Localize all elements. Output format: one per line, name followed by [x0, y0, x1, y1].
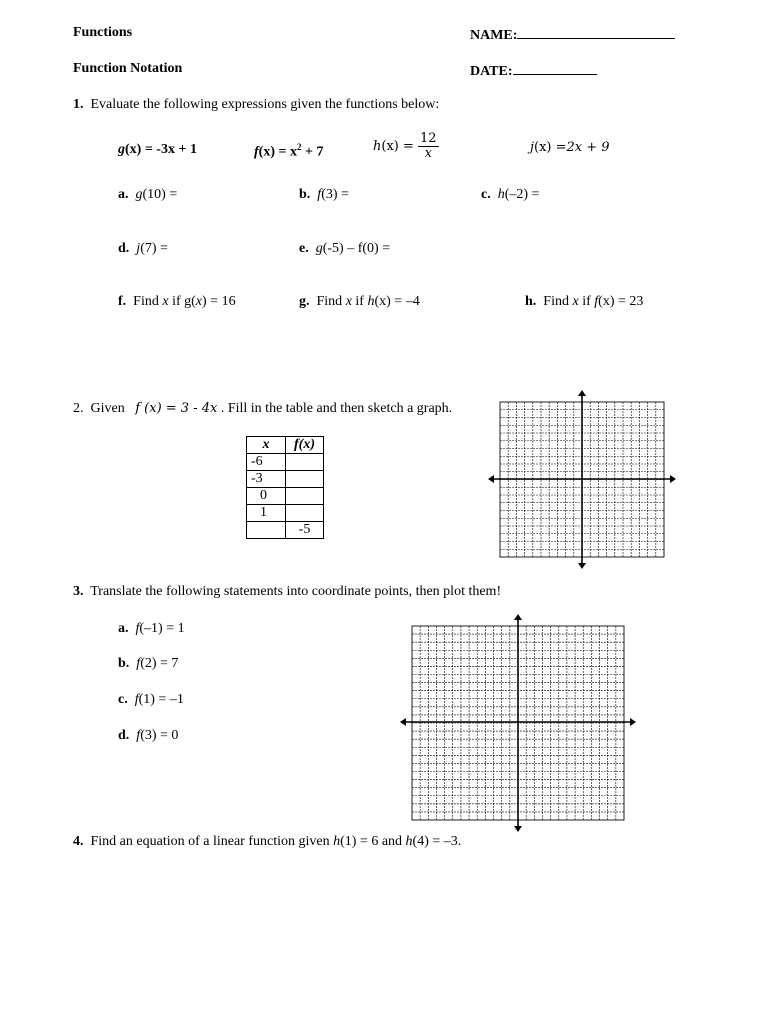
- q4-number: 4.: [73, 834, 84, 849]
- worksheet-title: Functions: [73, 25, 133, 40]
- q2-prompt: 2. Given f (x) = 3 - 4x . Fill in the table and then sketch a graph.: [73, 401, 453, 416]
- arrow-left-icon: [400, 718, 406, 726]
- date-field[interactable]: [470, 62, 597, 79]
- function-j: j(x) =2x + 9: [530, 140, 610, 155]
- table-row: -5: [247, 522, 324, 539]
- name-label: NAME:: [470, 28, 518, 43]
- q1-part-f: f. Find x if g(x) = 16: [118, 294, 236, 309]
- worksheet-subtitle: Function Notation: [73, 61, 183, 76]
- table-row: -6: [247, 454, 324, 471]
- table-row: -3: [247, 471, 324, 488]
- date-label: DATE:: [470, 64, 513, 79]
- q3-item-d: d. f(3) = 0: [118, 728, 179, 743]
- function-f: $f(x) = x^2 + 7$: [254, 142, 324, 160]
- table-row: 0: [247, 488, 324, 505]
- q3-coordinate-grid[interactable]: [398, 612, 638, 834]
- q3-item-a: a. f(–1) = 1: [118, 621, 185, 636]
- date-blank[interactable]: [513, 62, 597, 75]
- q1-part-d: d. j(7) =: [118, 241, 168, 256]
- arrow-right-icon: [670, 475, 676, 483]
- q1-part-b: b. f(3) =: [299, 187, 349, 202]
- q2-coordinate-grid[interactable]: [486, 388, 678, 571]
- name-blank[interactable]: [517, 26, 675, 39]
- function-h: h(x) = $\frac{12}{x}$: [373, 131, 437, 161]
- table-header-fx: f(x): [286, 437, 324, 454]
- arrow-right-icon: [630, 718, 636, 726]
- q3-prompt: [73, 585, 501, 599]
- q1-number: 1.: [73, 97, 84, 112]
- q3-item-b: b. f(2) = 7: [118, 656, 179, 671]
- q1-part-a: a. g(10) =: [118, 187, 178, 202]
- arrow-up-icon: [514, 614, 522, 620]
- q2-function: f (x) = 3 - 4x: [135, 401, 218, 416]
- table-row: 1: [247, 505, 324, 522]
- q4-prompt: 4. Find an equation of a linear function given h(1) = 6 and h(4) = –3.: [73, 834, 462, 849]
- function-g: g(x) = -3x + 1: [118, 142, 197, 157]
- q1-part-c: c. h(–2) =: [481, 187, 540, 202]
- q1-text: Evaluate the following expressions given the functions below:: [90, 97, 440, 112]
- q3-item-c: c. f(1) = –1: [118, 692, 184, 707]
- arrow-down-icon: [514, 826, 522, 832]
- arrow-up-icon: [578, 390, 586, 396]
- q2-number: 2.: [73, 401, 84, 416]
- q1-part-g: g. Find x if h(x) = –4: [299, 294, 420, 309]
- arrow-left-icon: [488, 475, 494, 483]
- q1-part-h: h. Find x if f(x) = 23: [525, 294, 644, 309]
- q3-number: 3.: [73, 584, 84, 599]
- q2-table: [246, 436, 324, 539]
- table-header-x: x: [247, 437, 286, 454]
- name-field[interactable]: [470, 26, 675, 43]
- q1-part-e: e. g(-5) – f(0) =: [299, 241, 391, 256]
- q1-prompt: [73, 98, 439, 112]
- q3-text: Translate the following statements into coordinate points, then plot them!: [90, 584, 502, 599]
- arrow-down-icon: [578, 563, 586, 569]
